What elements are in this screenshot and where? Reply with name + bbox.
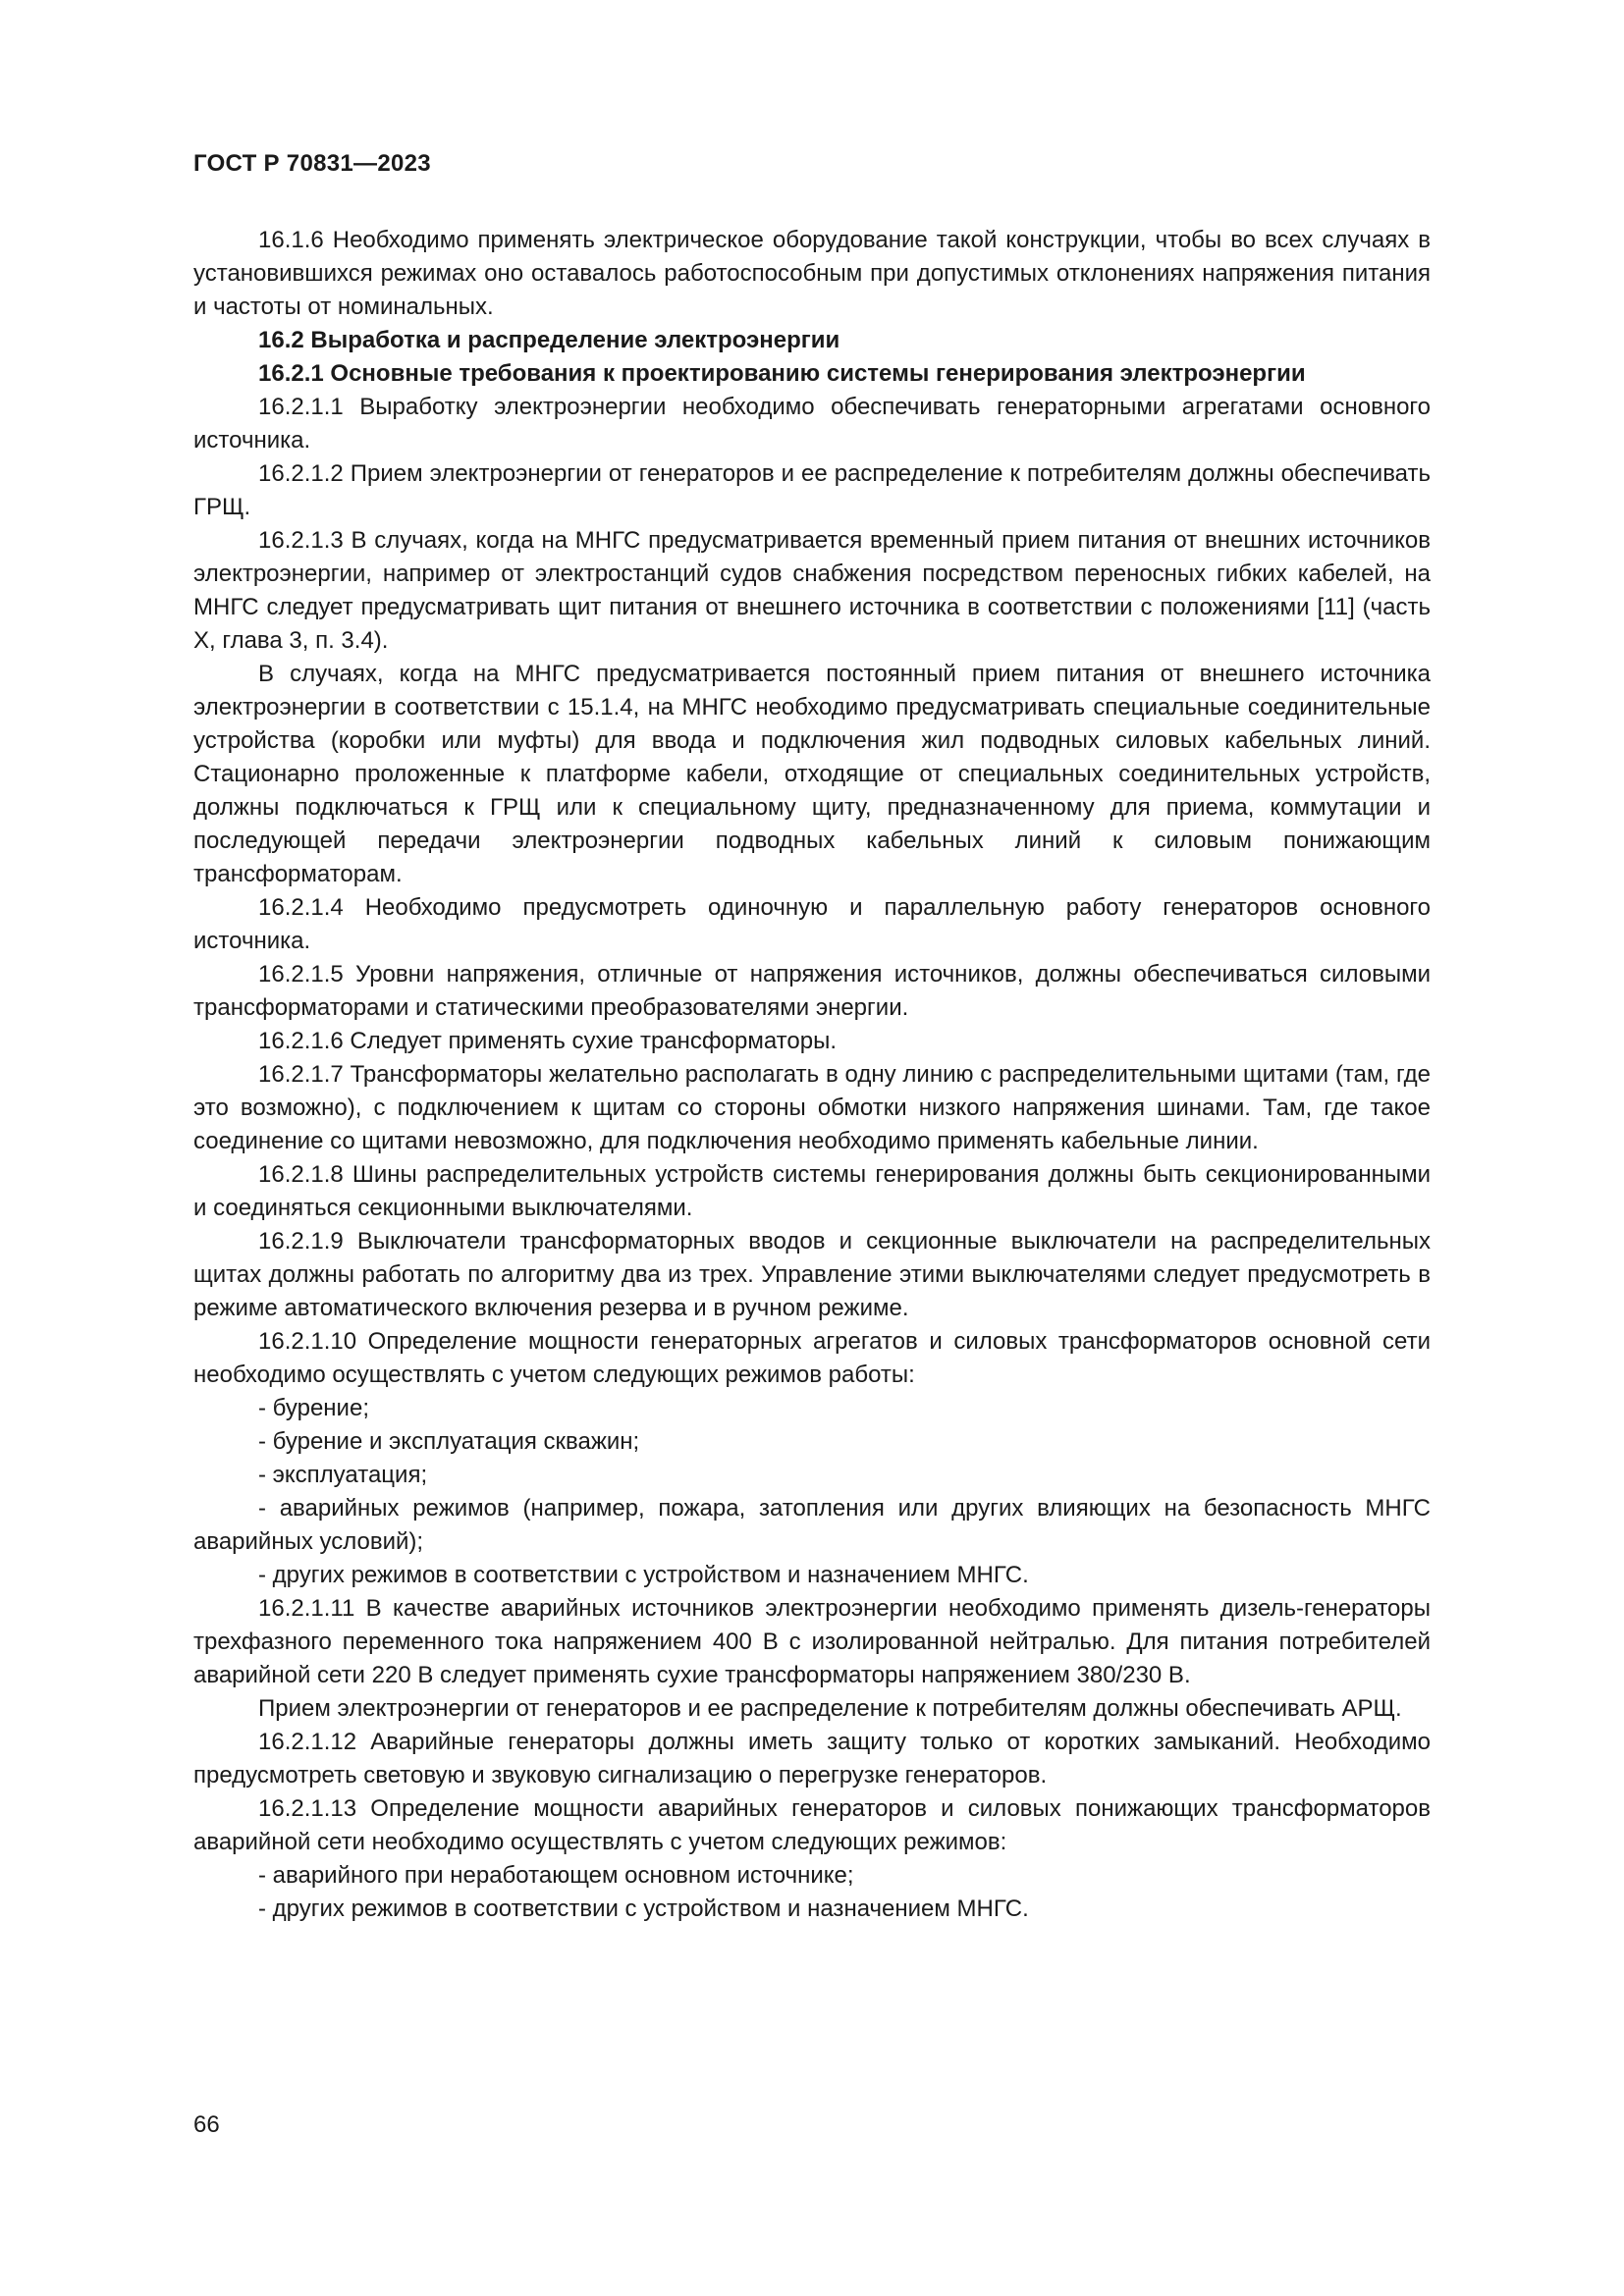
list-item: - эксплуатация; — [258, 1462, 428, 1488]
paragraph: 16.2.1.7 Трансформаторы желательно располагать в одну линию с распределительными щитами (там, где это возможно), с подключением к щитам со стороны обмотки низкого напряжения шинами. Там, где такое соединение со щитами невозможно, для подключения необходимо применять кабельные линии. — [193, 1061, 1431, 1154]
list-item: - других режимов в соответствии с устройством и назначением МНГС. — [258, 1562, 1029, 1588]
document-body — [193, 224, 1431, 1926]
section-heading: 16.2.1 Основные требования к проектированию системы генерирования электроэнергии — [258, 360, 1306, 387]
paragraph: 16.2.1.3 В случаях, когда на МНГС предусматривается временный прием питания от внешних источников электроэнергии, например от электростанций судов снабжения посредством переносных гибких кабелей, на МНГС следует предусматривать щит питания от внешнего источника в соответствии с положениями [11] (часть X, глава 3, п. 3.4). — [193, 527, 1431, 654]
paragraph: 16.2.1.5 Уровни напряжения, отличные от напряжения источников, должны обеспечиваться силовыми трансформаторами и статическими преобразователями энергии. — [193, 961, 1431, 1021]
page-number: 66 — [193, 2111, 220, 2138]
paragraph: 16.2.1.4 Необходимо предусмотреть одиночную и параллельную работу генераторов основного источника. — [193, 894, 1431, 954]
list-item: - других режимов в соответствии с устройством и назначением МНГС. — [258, 1896, 1029, 1922]
list-item: - бурение; — [258, 1395, 369, 1421]
paragraph: 16.2.1.1 Выработку электроэнергии необходимо обеспечивать генераторными агрегатами основного источника. — [193, 394, 1431, 454]
list-item: - бурение и эксплуатация скважин; — [258, 1428, 640, 1455]
list-item: - аварийных режимов (например, пожара, затопления или других влияющих на безопасность МНГС аварийных условий); — [193, 1495, 1431, 1555]
paragraph: 16.2.1.11 В качестве аварийных источников электроэнергии необходимо применять дизель-генераторы трехфазного переменного тока напряжением 400 В с изолированной нейтралью. Для питания потребителей аварийной сети 220 В следует применять сухие трансформаторы напряжением 380/230 В. — [193, 1595, 1431, 1688]
document-header: ГОСТ Р 70831—2023 — [193, 150, 431, 177]
paragraph: 16.2.1.2 Прием электроэнергии от генераторов и ее распределение к потребителям должны обеспечивать ГРЩ. — [193, 460, 1431, 520]
paragraph: Прием электроэнергии от генераторов и ее распределение к потребителям должны обеспечивать АРЩ. — [258, 1695, 1402, 1722]
paragraph: 16.2.1.12 Аварийные генераторы должны иметь защиту только от коротких замыканий. Необходимо предусмотреть световую и звуковую сигнализацию о перегрузке генераторов. — [193, 1729, 1431, 1789]
paragraph: В случаях, когда на МНГС предусматривается постоянный прием питания от внешнего источника электроэнергии в соответствии с 15.1.4, на МНГС необходимо предусматривать специальные соединительные устройства (коробки или муфты) для ввода и подключения жил подводных силовых кабельных линий. Стационарно проложенные к платформе кабели, отходящие от специальных соединительных устройств, должны подключаться к ГРЩ или к специальному щиту, предназначенному для приема, коммутации и последующей передачи электроэнергии подводных кабельных линий к силовым понижающим трансформаторам. — [193, 661, 1431, 887]
list-item: - аварийного при неработающем основном источнике; — [258, 1862, 854, 1889]
paragraph: 16.2.1.9 Выключатели трансформаторных вводов и секционные выключатели на распределительных щитах должны работать по алгоритму два из трех. Управление этими выключателями следует предусмотреть в режиме автоматического включения резерва и в ручном режиме. — [193, 1228, 1431, 1321]
paragraph: 16.2.1.6 Следует применять сухие трансформаторы. — [258, 1028, 837, 1054]
paragraph: 16.2.1.8 Шины распределительных устройств системы генерирования должны быть секционированными и соединяться секционными выключателями. — [193, 1161, 1431, 1221]
section-heading: 16.2 Выработка и распределение электроэнергии — [258, 327, 840, 353]
paragraph: 16.1.6 Необходимо применять электрическое оборудование такой конструкции, чтобы во всех случаях в установившихся режимах оно оставалось работоспособным при допустимых отклонениях напряжения питания и частоты от номинальных. — [193, 227, 1431, 320]
paragraph: 16.2.1.13 Определение мощности аварийных генераторов и силовых понижающих трансформаторов аварийной сети необходимо осуществлять с учетом следующих режимов: — [193, 1795, 1431, 1855]
paragraph: 16.2.1.10 Определение мощности генераторных агрегатов и силовых трансформаторов основной сети необходимо осуществлять с учетом следующих режимов работы: — [193, 1328, 1431, 1388]
